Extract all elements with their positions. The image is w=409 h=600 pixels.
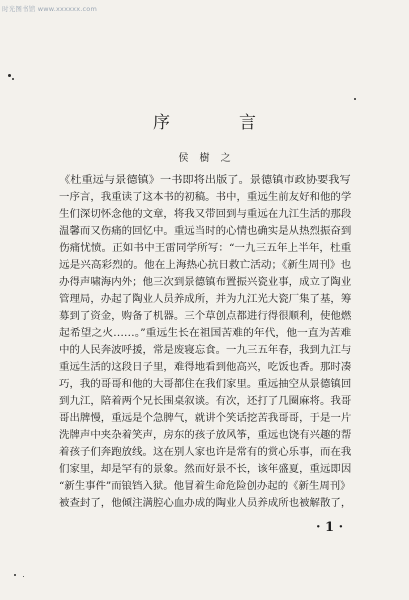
text-line: 《杜重远与景德镇》一书即将出版了。景德镇市政协要我写: [59, 174, 351, 186]
page-title: 序 言: [153, 113, 282, 133]
watermark: 时光图书馆 www.xxxxxx.com: [2, 5, 98, 13]
scan-speck: [354, 98, 356, 100]
scan-speck: [23, 576, 24, 577]
text-line: 们家里，却是罕有的景象。然而好景不长，该年盛夏，重远即因: [59, 463, 352, 475]
text-line: 温馨而又伤痛的回忆中。重远当时的心情也确实是从热烈振奋到: [59, 225, 352, 237]
text-line: 远是兴高彩烈的。他在上海热心抗日救亡活动；《新生周刊》也: [59, 259, 352, 271]
text-line: 到九江，陪着两个兄长围桌叙谈。有次，还打了几圈麻将。我哥: [59, 395, 352, 407]
text-line: 着孩子们奔跑放线。这在别人家也许是常有的赏心乐事，而在我: [59, 446, 352, 458]
text-line: 生们深切怀念他的文章，将我又带回到与重远在九江生活的那段: [59, 208, 352, 220]
text-line: “新生事件”而锒铛入狱。他冒着生命危险创办起的《新生周刊》: [59, 480, 351, 492]
text-line: 伤痛忧愤。正如书中王雷同学所写：“一九三五年上半年，杜重: [59, 242, 352, 254]
text-line: 洗牌声中夹杂着笑声，房东的孩子放风筝，重远也饶有兴趣的帮: [59, 429, 352, 441]
text-line: 一序言，我重读了这本书的初稿。书中，重远生前友好和他的学: [59, 191, 352, 203]
text-line: 重远生活的这段日子里，难得地看到他高兴，吃饭也香。那时凑: [59, 361, 352, 373]
scan-speck: [8, 74, 11, 77]
text-line: 募到了资金，购备了机器。三个草创点都进行得很顺利，使他燃: [59, 310, 352, 322]
scan-speck: [14, 574, 16, 576]
scan-speck: [12, 78, 14, 80]
text-line: 中的人民奔波呼援，常是废寝忘食。一九三五年春，我到九江与: [59, 344, 352, 356]
text-line: 起希望之火……。”重远生长在祖国苦难的年代，他一直为苦难: [59, 327, 352, 339]
text-line: 管理局，办起了陶业人员养成所，并为九江光大瓷厂集了基，筹: [59, 293, 352, 305]
text-line: 被查封了，他倾注满腔心血办成的陶业人员养成所也被解散了，: [59, 497, 352, 509]
text-line: 办得声啸海内外；他三次到景德镇布置振兴瓷业事，成立了陶业: [59, 276, 352, 288]
author-name: 侯 樹 之: [178, 153, 235, 164]
text-line: 巧，我的哥哥和他的大哥都住在我们家里。重远抽空从景德镇回: [59, 378, 352, 390]
text-line: 哥出牌慢，重远是个急脾气，就讲个笑话挖苦我哥哥，于是一片: [59, 412, 352, 424]
page-number: · 1 ·: [316, 520, 344, 535]
